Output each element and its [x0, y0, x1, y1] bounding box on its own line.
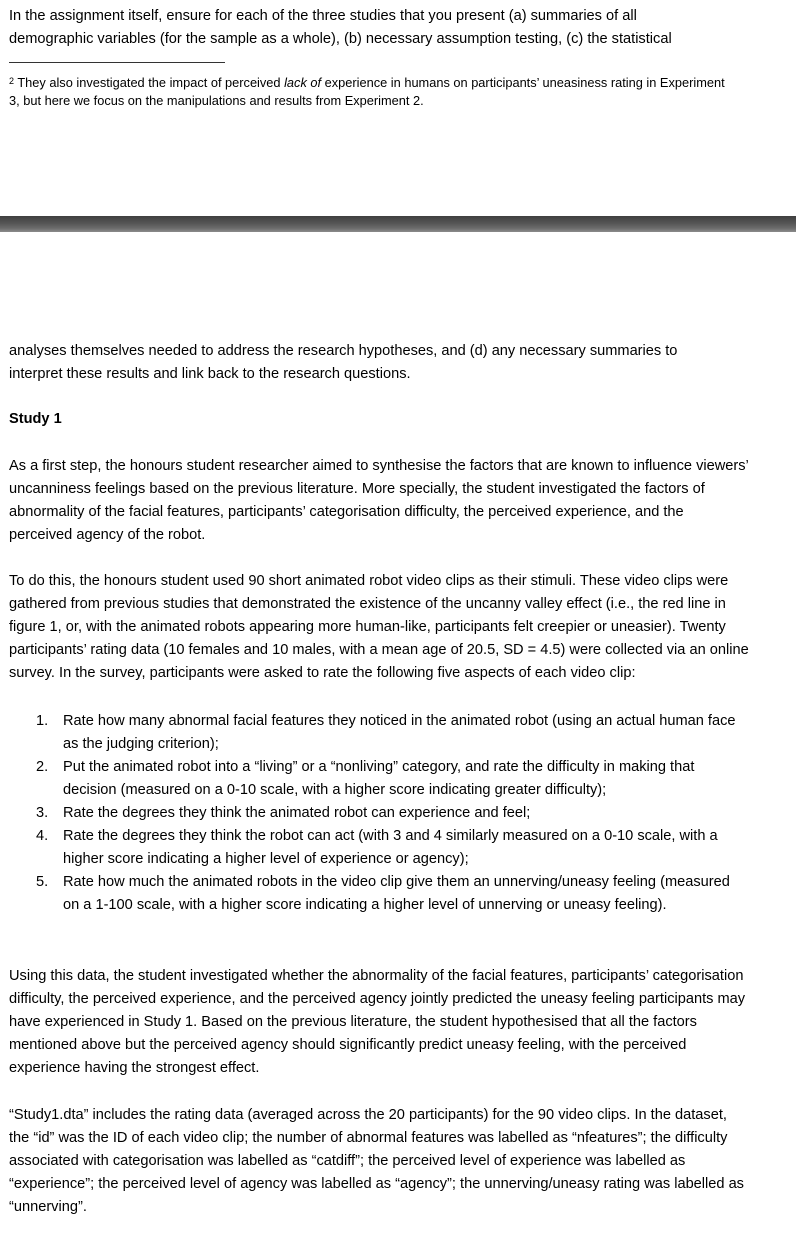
rating-step-number: 2. [36, 759, 49, 775]
rating-step-item [9, 756, 749, 802]
page-top-continuation-text: In the assignment itself, ensure for each of the three studies that you present (a) summaries of all demographic variables (for the sample as a whole), (b) necessary assumption testing, (c) the statistical [9, 8, 672, 47]
rating-step-number: 3. [36, 805, 49, 821]
footnote-marker: 2 [9, 76, 15, 86]
study-1-intro-paragraph: As a first step, the honours student researcher aimed to synthesise the factors that are known to influence viewers’ uncanniness feelings based on the previous literature. More specially, the student investigated the factors of abnormality of the facial features, participants’ categorisation difficulty, the perceived experience, and the perceived agency of the robot. [9, 458, 749, 543]
rating-steps-list [9, 710, 749, 917]
footnote-text-end: experience in humans on participants’ uneasiness rating in Experiment 3, but here we focus on the manipulations and results from Experiment 2. [9, 75, 725, 108]
rating-step-number: 4. [36, 828, 49, 844]
rating-step-text: Put the animated robot into a “living” or a “nonliving” category, and rate the difficulty in making that decision (measured on a 0-10 scale, with a higher score indicating greater difficulty); [63, 759, 695, 798]
rating-step-item [9, 871, 749, 917]
rating-step-text: Rate the degrees they think the robot can act (with 3 and 4 similarly measured on a 0-10 scale, with a higher score indicating a higher level of experience or agency); [63, 828, 718, 867]
study-1-heading: Study 1 [9, 411, 62, 427]
rating-step-text: Rate the degrees they think the animated robot can experience and feel; [63, 805, 531, 821]
rating-step-item [9, 825, 749, 871]
footnote-divider [9, 62, 225, 63]
footnote-2 [9, 72, 729, 110]
rating-step-number: 5. [36, 874, 49, 890]
rating-step-text: Rate how many abnormal facial features they noticed in the animated robot (using an actual human face as the judging criterion); [63, 713, 736, 752]
page-break-separator [0, 216, 796, 232]
footnote-text-start: They also investigated the impact of perceived [17, 75, 285, 90]
rating-step-item [9, 710, 749, 756]
study-1-method-paragraph: To do this, the honours student used 90 short animated robot video clips as their stimuli. These video clips were gathered from previous studies that demonstrated the existence of the uncanny valley effect (i.e., the red line in figure 1, or, with the animated robots appearing more human-like, participants felt creepier or uneasier). Twenty participants’ rating data (10 females and 10 males, with a mean age of 20.5, SD = 4.5) were collected via an online survey. In the survey, participants were asked to rate the following five aspects of each video clip: [9, 573, 749, 681]
rating-step-item [9, 802, 749, 825]
rating-step-text: Rate how much the animated robots in the video clip give them an unnerving/uneasy feeling (measured on a 1-100 scale, with a higher score indicating a higher level of unnerving or uneasy feeling). [63, 874, 730, 913]
footnote-italic-text: lack of [284, 75, 322, 90]
rating-step-number: 1. [36, 713, 49, 729]
study-1-dataset-paragraph: “Study1.dta” includes the rating data (averaged across the 20 participants) for the 90 video clips. In the dataset, the “id” was the ID of each video clip; the number of abnormal features was labelled as “nfeatures”; the difficulty associated with categorisation was labelled as “catdiff”; the perceived level of experience was labelled as “experience”; the perceived level of agency was labelled as “agency”; the unnerving/uneasy rating was labelled as “unnerving”. [9, 1107, 744, 1215]
study-1-hypothesis-paragraph: Using this data, the student investigated whether the abnormality of the facial features, participants’ categorisation difficulty, the perceived experience, and the perceived agency jointly predicted the uneasy feeling participants may have experienced in Study 1. Based on the previous literature, the student hypothesised that all the factors mentioned above but the perceived agency should significantly predict uneasy feeling, with the perceived experience having the strongest effect. [9, 968, 746, 1076]
page-bottom-continuation-text: analyses themselves needed to address the research hypotheses, and (d) any necessary summaries to interpret these results and link back to the research questions. [9, 343, 678, 382]
